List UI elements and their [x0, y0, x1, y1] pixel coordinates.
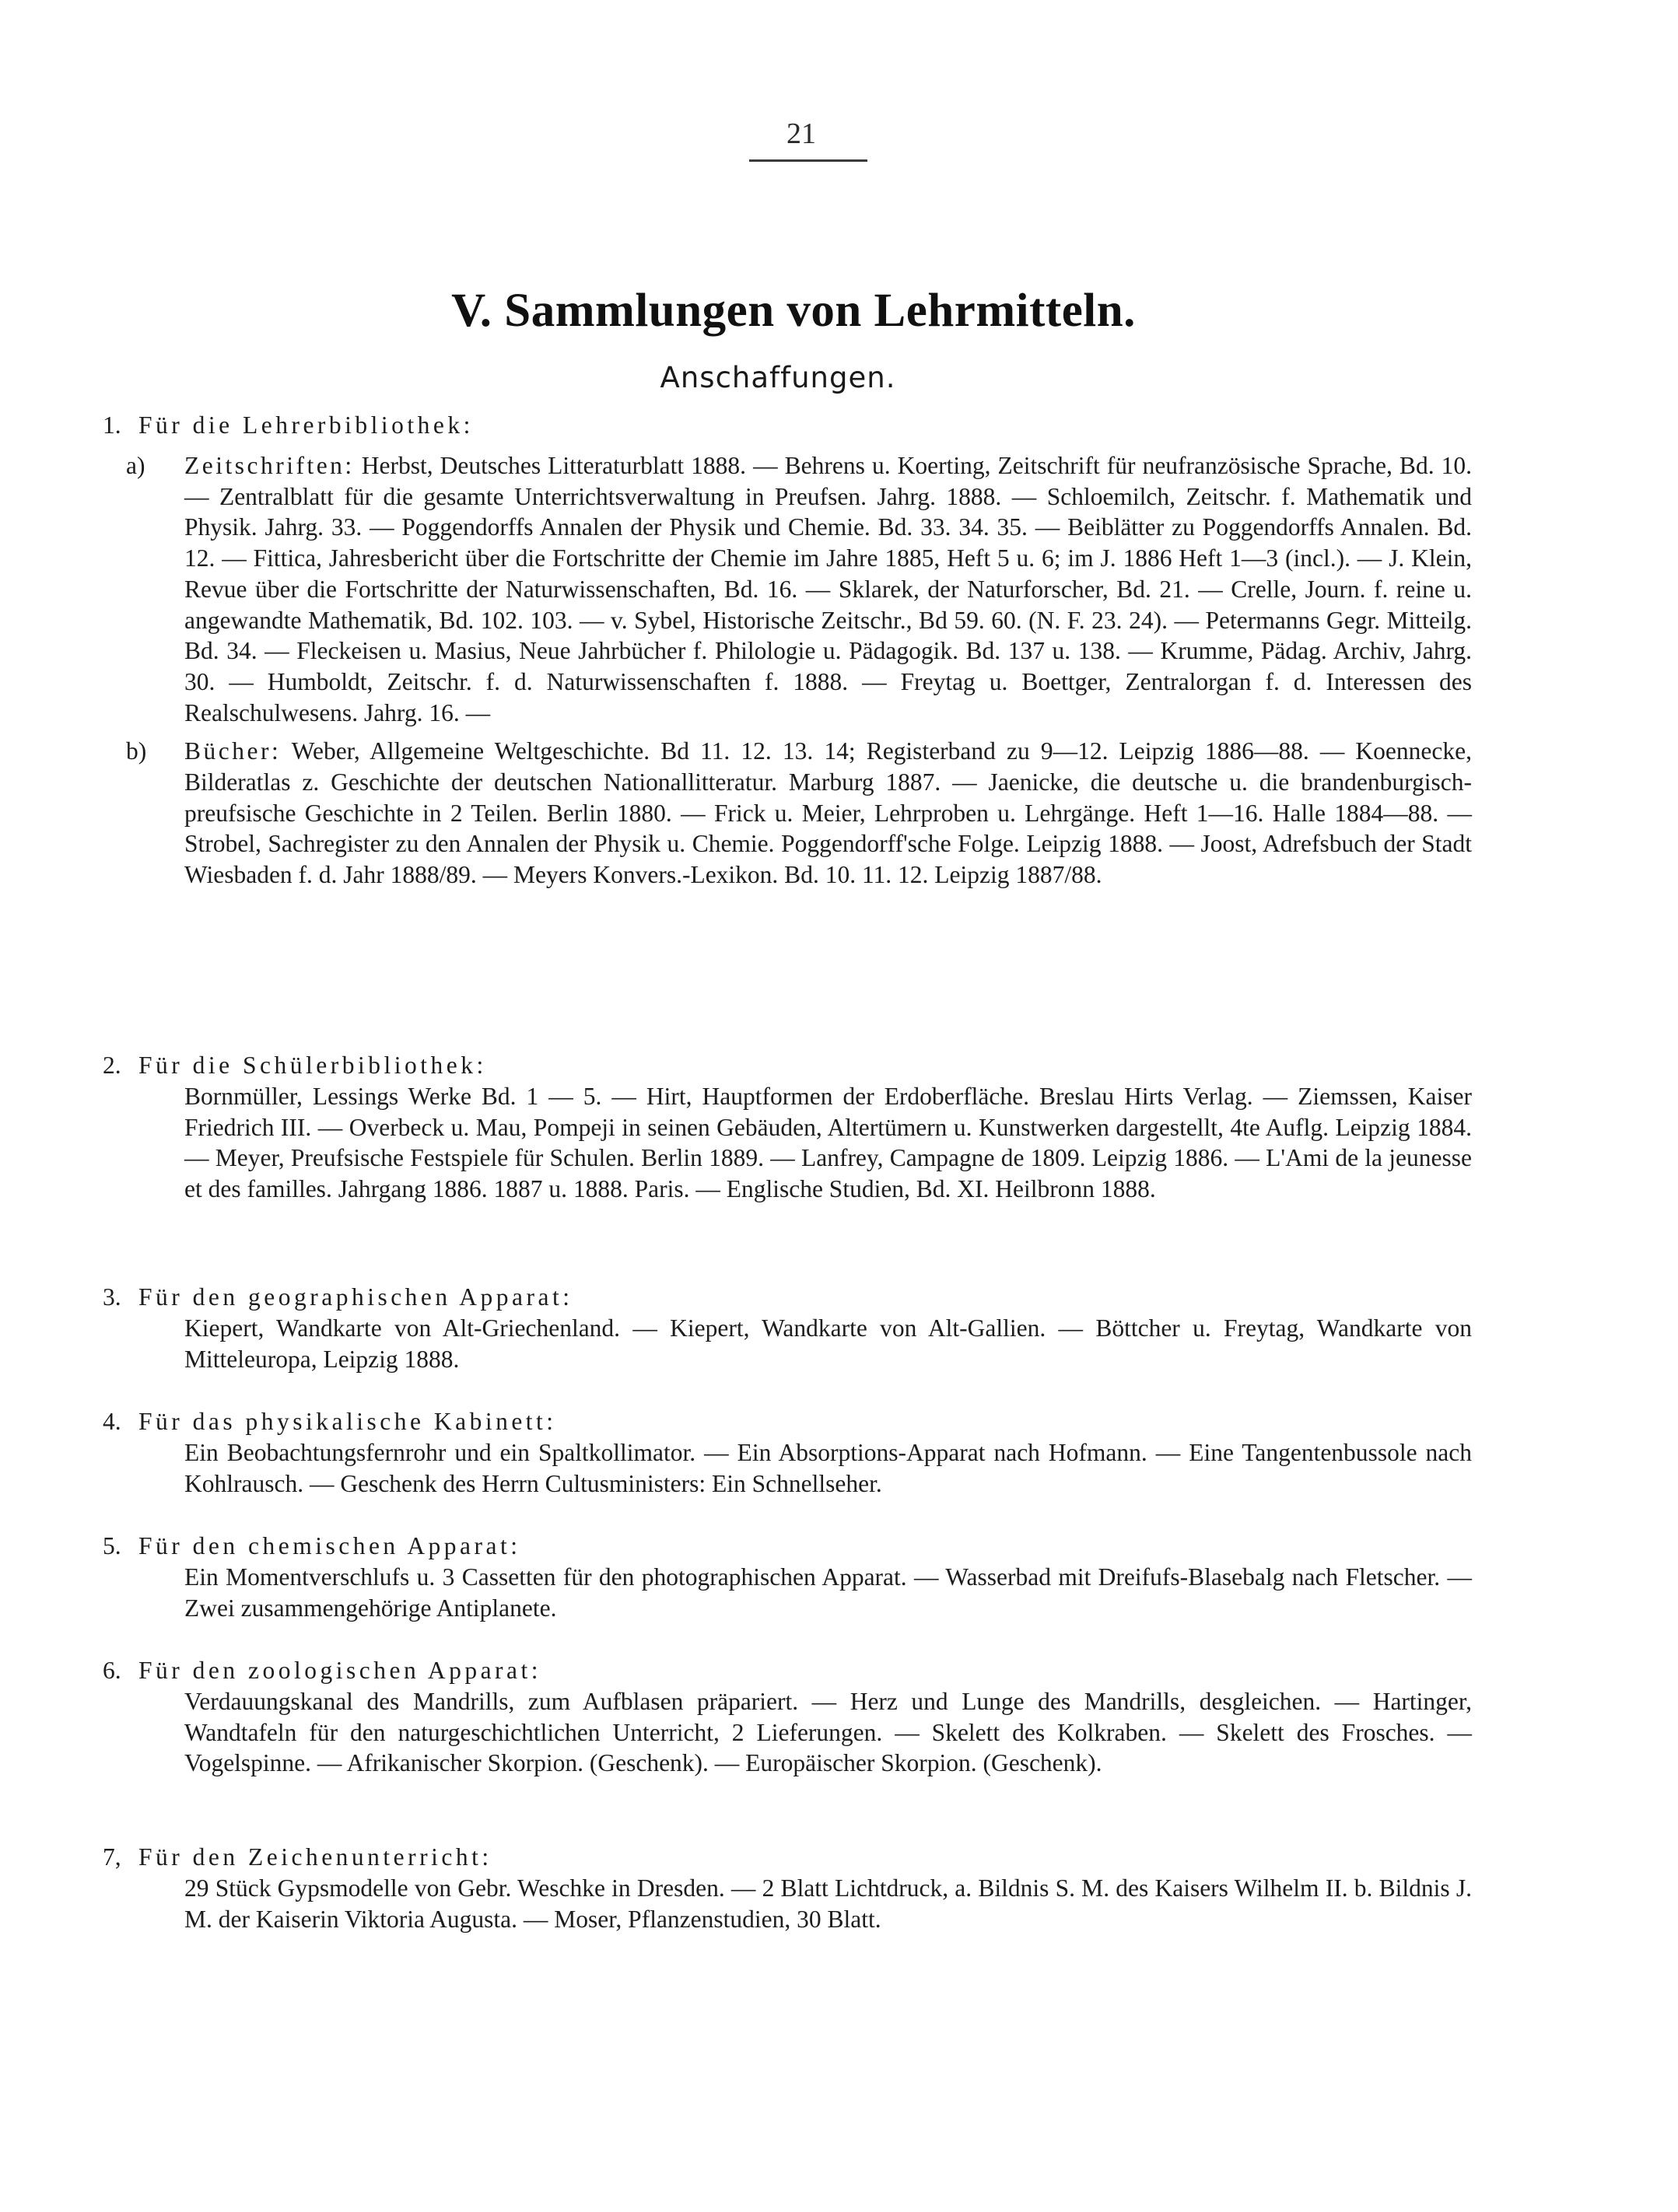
subsection-zeitschriften: [103, 450, 1472, 728]
subsection-text: Weber, Allgemeine Weltgeschichte. Bd 11. 12. 13. 14; Registerband zu 9—12. Leipzig 1886—88. — Koennecke, Bilderatlas z. Geschichte der deutschen Nationallitteratur. Marburg 1887. — Jaenicke, die deutsche u. die brandenburgisch-preufsische Geschichte in 2 Teilen. Berlin 1880. — Frick u. Meier, Lehrproben u. Lehrgänge. Heft 1—16. Halle 1884—88. — Strobel, Sachregister zu den Annalen der Physik u. Chemie. Poggendorff'sche Folge. Leipzig 1888. — Joost, Adrefsbuch der Stadt Wiesbaden f. d. Jahr 1888/89. — Meyers Konvers.-Lexikon. Bd. 10. 11. 12. Leipzig 1887/88.: [184, 737, 1472, 889]
subsection-body: [184, 736, 1472, 891]
section-label: Für die Schülerbibliothek:: [138, 1052, 487, 1079]
page-number: 21: [786, 117, 816, 150]
subsection-label: Bücher:: [184, 737, 282, 765]
section-label: Für die Lehrerbibliothek:: [138, 411, 474, 439]
section-heading: Anschaffungen.: [660, 361, 896, 394]
section-lehrerbibliothek: [103, 410, 1472, 891]
section-text: Ein Beobachtungsfernrohr und ein Spaltkollimator. — Ein Absorptions-Apparat nach Hofmann. — Eine Tangentenbussole nach Kohlrausch. — Geschenk des Herrn Cultusministers: Ein Schnellseher.: [184, 1439, 1472, 1497]
section-text: 29 Stück Gypsmodelle von Gebr. Weschke in Dresden. — 2 Blatt Lichtdruck, a. Bildnis S. M. des Kaisers Wilhelm II. b. Bildnis J. M. der Kaiserin Viktoria Augusta. — Moser, Pflanzenstudien, 30 Blatt.: [184, 1874, 1472, 1933]
section-number: 6.: [103, 1657, 121, 1684]
section-heading-row: [103, 1531, 1472, 1562]
subsection-body: [184, 450, 1472, 728]
subsection-marker: a): [126, 452, 145, 479]
chapter-title: V. Sammlungen von Lehrmitteln.: [451, 285, 1136, 337]
section-number: 3.: [103, 1283, 121, 1311]
section-physikalisches-kabinett: [103, 1406, 1472, 1499]
section-heading-row: [103, 1842, 1472, 1873]
section-label: Für den Zeichenunterricht:: [138, 1843, 492, 1871]
page-number-underline: [749, 159, 867, 162]
section-number: 2.: [103, 1052, 121, 1079]
section-label: Für den geographischen Apparat:: [138, 1283, 573, 1311]
section-number: 7,: [103, 1843, 121, 1871]
section-geographischer-apparat: [103, 1282, 1472, 1374]
section-number: 1.: [103, 411, 121, 439]
section-heading-row: [103, 1655, 1472, 1686]
section-text: Verdauungskanal des Mandrills, zum Aufblasen präpariert. — Herz und Lunge des Mandrills, desgleichen. — Hartinger, Wandtafeln für den naturgeschichtlichen Unterricht, 2 Lieferungen. — Skelett des Kolkraben. — Skelett des Frosches. — Vogelspinne. — Afrikanischer Skorpion. (Geschenk). — Europäischer Skorpion. (Geschenk).: [184, 1688, 1472, 1777]
section-number: 4.: [103, 1408, 121, 1435]
section-zeichenunterricht: [103, 1842, 1472, 1934]
section-chemischer-apparat: [103, 1531, 1472, 1623]
subsection-text: Herbst, Deutsches Litteraturblatt 1888. — Behrens u. Koerting, Zeitschrift für neufranzösische Sprache, Bd. 10. — Zentralblatt für die gesamte Unterrichtsverwaltung in Preufsen. Jahrg. 1888. — Schloemilch, Zeitschr. f. Mathematik und Physik. Jahrg. 33. — Poggendorffs Annalen der Physik und Chemie. Bd. 33. 34. 35. — Beiblätter zu Poggendorffs Annalen. Bd. 12. — Fittica, Jahresbericht über die Fortschritte der Chemie im Jahre 1885, Heft 5 u. 6; im J. 1886 Heft 1—3 (incl.). — J. Klein, Revue über die Fortschritte der Naturwissenschaften, Bd. 16. — Sklarek, der Naturforscher, Bd. 21. — Crelle, Journ. f. reine u. angewandte Mathematik, Bd. 102. 103. — v. Sybel, Historische Zeitschr., Bd 59. 60. (N. F. 23. 24). — Petermanns Gegr. Mitteilg. Bd. 34. — Fleckeisen u. Masius, Neue Jahrbücher f. Philologie u. Pädagogik. Bd. 137 u. 138. — Krumme, Pädag. Archiv, Jahrg. 30. — Humboldt, Zeitschr. f. d. Naturwissenschaften f. 1888. — Freytag u. Boettger, Zentralorgan f. d. Interessen des Realschulwesens. Jahrg. 16. —: [184, 452, 1472, 726]
section-number: 5.: [103, 1532, 121, 1559]
section-text: Kiepert, Wandkarte von Alt-Griechenland. — Kiepert, Wandkarte von Alt-Gallien. — Böttcher u. Freytag, Wandkarte von Mitteleuropa, Leipzig 1888.: [184, 1314, 1472, 1373]
subsection-buecher: [103, 736, 1472, 891]
section-heading-row: [103, 1406, 1472, 1437]
section-text: Bornmüller, Lessings Werke Bd. 1 — 5. — Hirt, Hauptformen der Erdoberfläche. Breslau Hirts Verlag. — Ziemssen, Kaiser Friedrich III. — Overbeck u. Mau, Pompeji in seinen Gebäuden, Altertümern u. Kunstwerken dargestellt, 4te Auflg. Leipzig 1884. — Meyer, Preufsische Festspiele für Schulen. Berlin 1889. — Lanfrey, Campagne de 1809. Leipzig 1886. — L'Ami de la jeunesse et des familles. Jahrgang 1886. 1887 u. 1888. Paris. — Englische Studien, Bd. XI. Heilbronn 1888.: [184, 1083, 1472, 1203]
section-heading-row: [103, 1282, 1472, 1313]
section-zoologischer-apparat: [103, 1655, 1472, 1779]
section-label: Für den zoologischen Apparat:: [138, 1657, 542, 1684]
subsection-label: Zeitschriften:: [184, 452, 355, 479]
section-label: Für den chemischen Apparat:: [138, 1532, 521, 1559]
subsection-marker: b): [126, 737, 147, 765]
section-heading-row: [103, 410, 1472, 441]
section-text: Ein Momentverschlufs u. 3 Cassetten für den photographischen Apparat. — Wasserbad mit Dreifufs-Blasebalg nach Fletscher. — Zwei zusammengehörige Antiplanete.: [184, 1563, 1472, 1622]
section-label: Für das physikalische Kabinett:: [138, 1408, 557, 1435]
section-schuelerbibliothek: [103, 1050, 1472, 1205]
section-heading-row: [103, 1050, 1472, 1081]
